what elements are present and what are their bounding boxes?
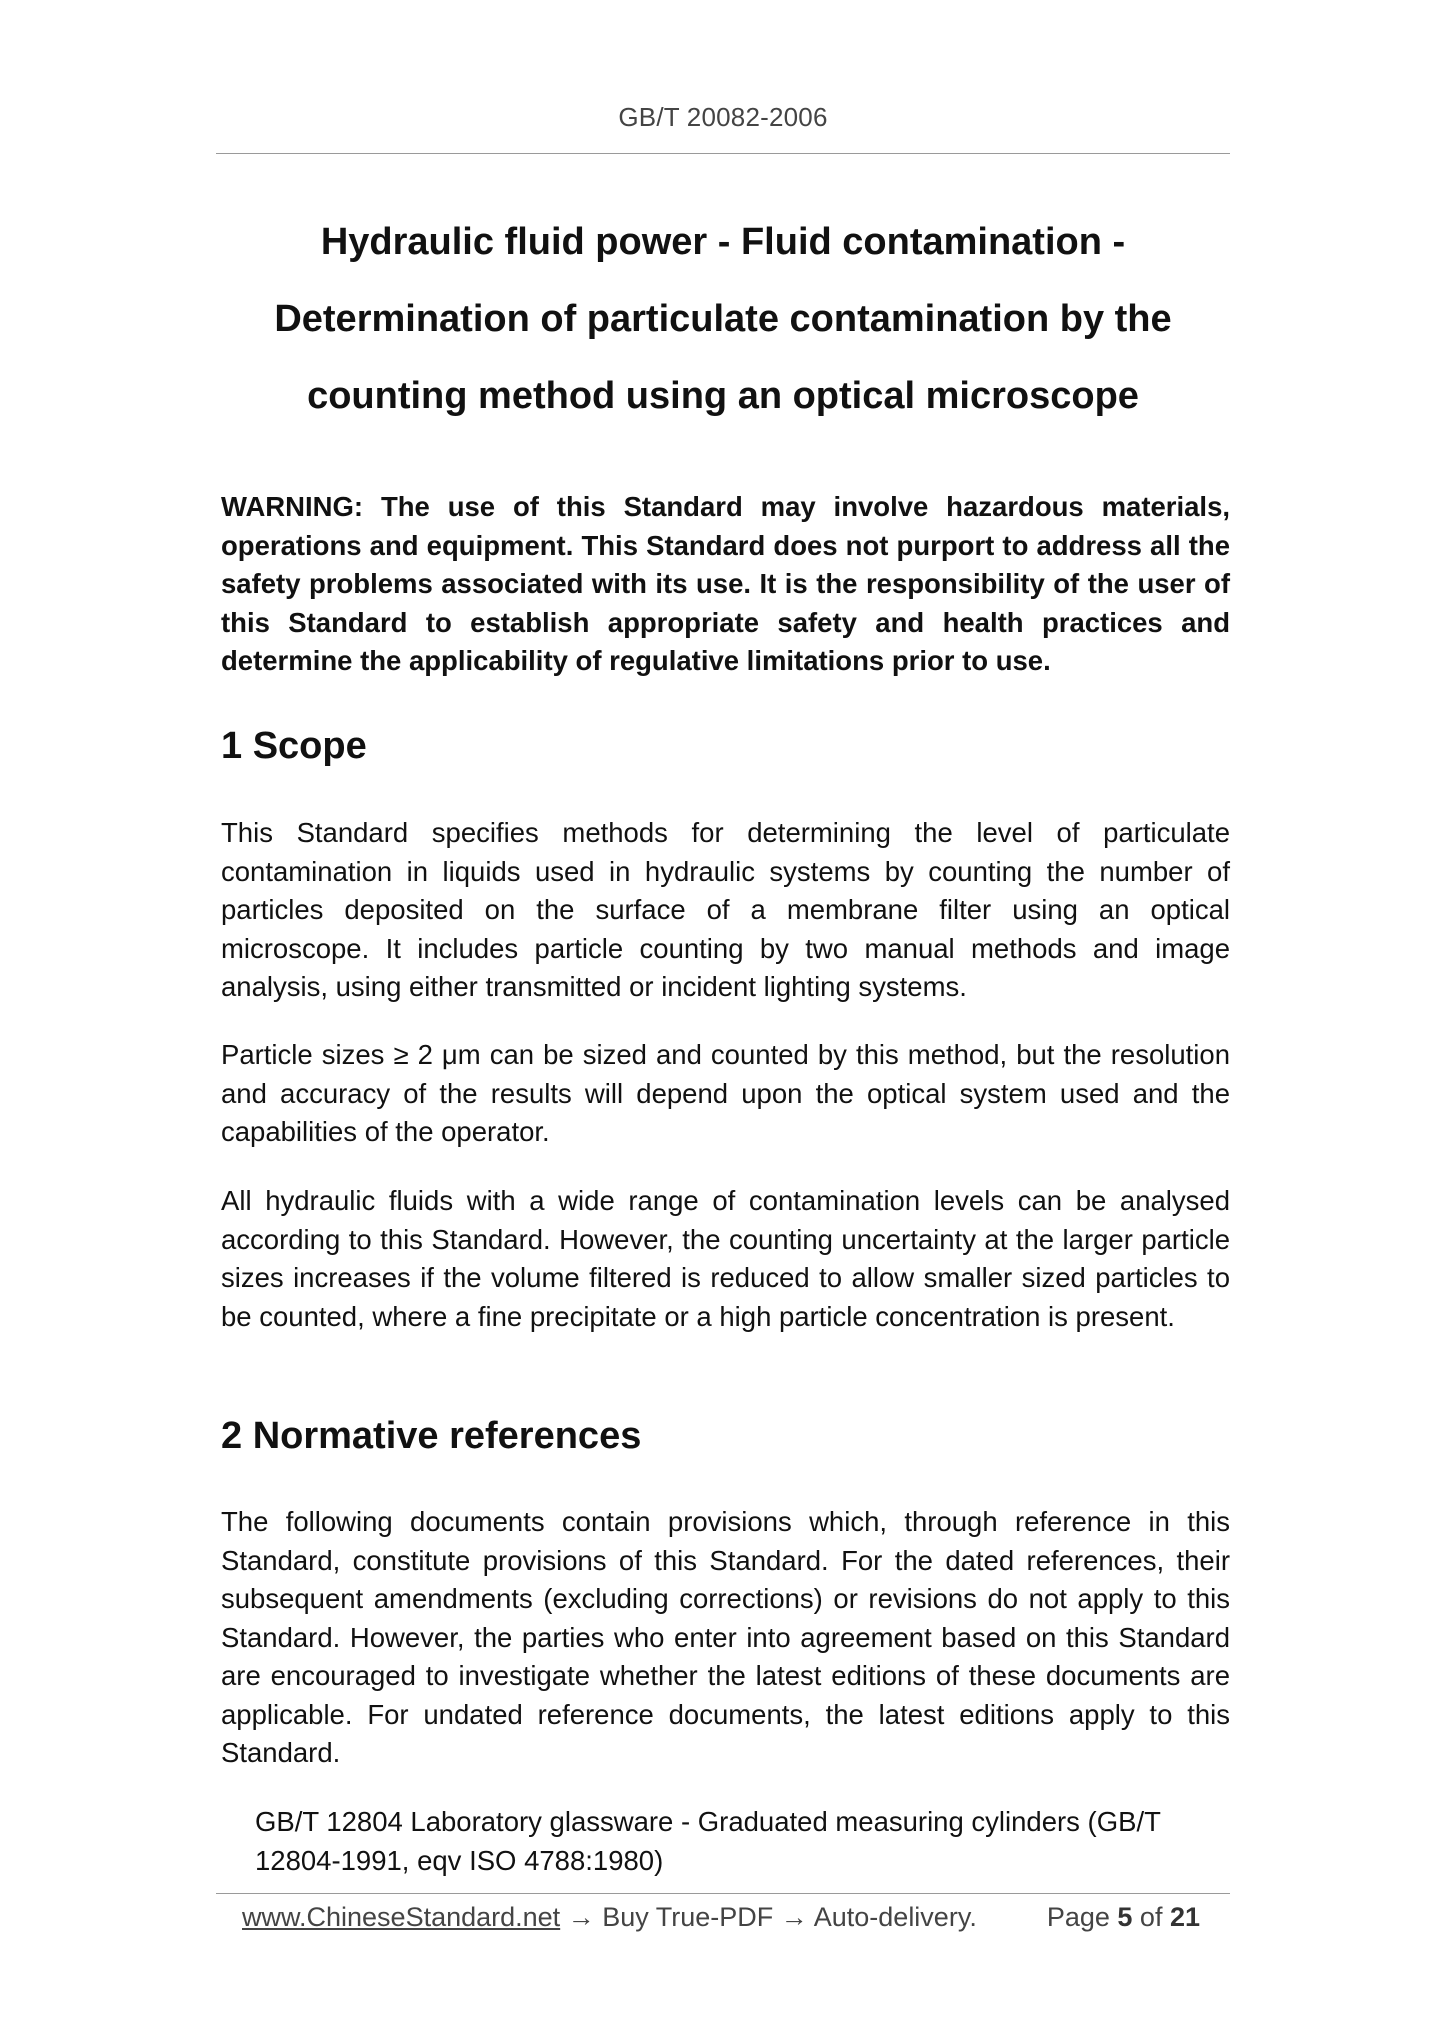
scope-paragraph-2: Particle sizes ≥ 2 μm can be sized and counted by this method, but the resolution and accuracy of the results will depend upon the optical system used and the capabilities of the operator. (221, 1039, 1230, 1147)
page-current: 5 (1117, 1902, 1133, 1932)
page-total: 21 (1169, 1902, 1200, 1932)
footer-promo (242, 1902, 977, 1933)
header-divider (216, 153, 1230, 154)
website-link[interactable]: www.ChineseStandard.net (242, 1902, 561, 1932)
section-heading-normative-references: 2 Normative references (221, 1415, 642, 1457)
reference-item: GB/T 12804 Laboratory glassware - Graduated measuring cylinders (GB/T 12804-1991, eqv ISO 4788:1980) (255, 1806, 1161, 1876)
scope-paragraph-1: This Standard specifies methods for determining the level of particulate contamination in liquids used in hydraulic systems by counting the number of particles deposited on the surface of a membrane filter using an optical microscope. It includes particle counting by two manual methods and image analysis, using either transmitted or incident lighting systems. (221, 817, 1230, 1002)
warning-paragraph: WARNING: The use of this Standard may involve hazardous materials, operations and equipment. This Standard does not purport to address all the safety problems associated with its use. It is the responsibility of the user of this Standard to establish appropriate safety and health practices and determine the applicability of regulative limitations prior to use. (221, 491, 1230, 676)
title-line-3: counting method using an optical microscope (307, 375, 1139, 417)
of-label: of (1132, 1902, 1170, 1932)
title-line-2: Determination of particulate contamination by the (274, 298, 1172, 340)
scope-paragraph-3: All hydraulic fluids with a wide range of contamination levels can be analysed according to this Standard. However, the counting uncertainty at the larger particle sizes increases if the volume filtered is reduced to allow smaller sized particles to be counted, where a fine precipitate or a high particle concentration is present. (221, 1185, 1230, 1332)
footer-divider (216, 1893, 1230, 1894)
document-title (216, 204, 1230, 435)
section-heading-scope: 1 Scope (221, 725, 367, 767)
page-footer (216, 1902, 1230, 1942)
footer-buy-text: → Buy True-PDF → Auto-delivery. (560, 1902, 977, 1932)
normative-paragraph-1: The following documents contain provisions which, through reference in this Standard, constitute provisions of this Standard. For the dated references, their subsequent amendments (excluding corrections) or revisions do not apply to this Standard. However, the parties who enter into agreement based on this Standard are encouraged to investigate whether the latest editions of these documents are applicable. For undated reference documents, the latest editions apply to this Standard. (221, 1506, 1230, 1768)
title-line-1: Hydraulic fluid power - Fluid contamination - (320, 221, 1126, 263)
page-number (1047, 1902, 1200, 1933)
page-label: Page (1046, 1902, 1118, 1932)
document-header-id: GB/T 20082-2006 (618, 102, 828, 132)
